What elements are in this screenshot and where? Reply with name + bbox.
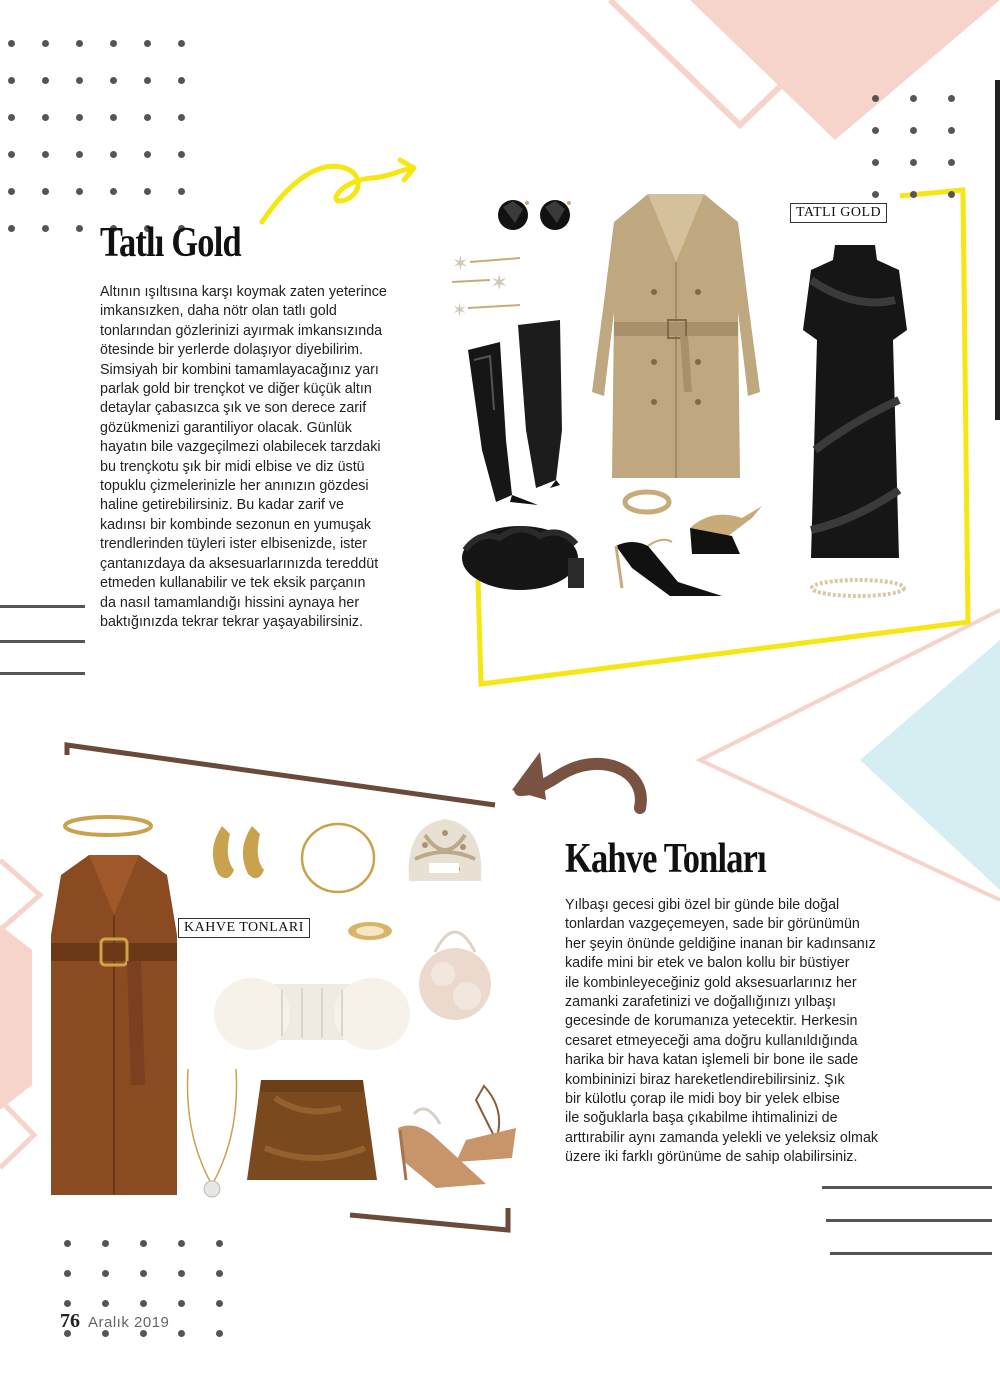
decor-dot (178, 1330, 185, 1337)
feather-pouch-bag (415, 912, 495, 1022)
body-text-line: hayatın bile vazgeçilmezi olabilecek tarzdaki (100, 439, 381, 456)
decor-dot (872, 95, 879, 102)
decor-dot (910, 159, 917, 166)
body-text-line: gecesinde de korumanıza yetecektir. Herkesin (565, 1013, 858, 1030)
divider-line (830, 1252, 992, 1255)
decor-dot (948, 159, 955, 166)
decor-dot (178, 188, 185, 195)
decor-dot (910, 127, 917, 134)
decor-dot (140, 1240, 147, 1247)
page-number: 76 (60, 1310, 80, 1332)
leather-vest-dress (45, 855, 183, 1200)
decor-dot (216, 1270, 223, 1277)
decor-dot (872, 159, 879, 166)
black-lace-dress (795, 240, 915, 570)
body-text-line: tonlarından gözlerinizi ayırmak imkansızında (100, 322, 383, 339)
decor-dot (102, 1300, 109, 1307)
decor-dot (64, 1270, 71, 1277)
decor-dot (140, 1300, 147, 1307)
label-tatli-gold: TATLI GOLD (790, 203, 887, 223)
body-text-line: gözükmenizi garantiliyor olacak. Günlük (100, 419, 352, 436)
decor-dot (8, 77, 15, 84)
blue-triangle (860, 640, 1000, 890)
decor-dot (110, 114, 117, 121)
decor-dot (216, 1330, 223, 1337)
svg-text:✶: ✶ (452, 300, 468, 321)
label-kahve-tonlari: KAHVE TONLARI (178, 918, 310, 938)
pink-chevron-left-2 (0, 1100, 34, 1168)
body-text-line: tonlardan vazgeçemeyen, sade bir görünümün (565, 916, 860, 933)
decor-dot (8, 225, 15, 232)
black-knee-boots (460, 320, 570, 510)
decor-dot (42, 77, 49, 84)
dot-grid-top-right (872, 95, 986, 198)
body-text-line: bu trençkotu şık bir midi elbise ve diz üstü (100, 458, 365, 475)
svg-text:✶: ✶ (490, 271, 509, 296)
body-text-line: Simsiyah bir kombini tamamlayacağınız yarı (100, 361, 379, 378)
pink-shape-left (0, 925, 32, 1110)
body-text-line: ile soğuklarla başa çıkabilme ihtimalinizi de (565, 1110, 838, 1127)
decor-dot (76, 77, 83, 84)
body-text-line: Altının ışıltısına karşı koymak zaten yeterince (100, 284, 387, 300)
decor-dot (178, 1270, 185, 1277)
body-text-line: Yılbaşı gecesi gibi özel bir günde bile doğal (565, 897, 840, 913)
body-text-line: arttırabilir aynı zamanda yelekli ve yeleksiz olmak (565, 1129, 879, 1146)
decor-dot (8, 151, 15, 158)
decor-dot (76, 151, 83, 158)
body-text-line: kadife mini bir etek ve balon kollu bir büstiyer (565, 955, 850, 972)
decor-dot (948, 127, 955, 134)
body-text-line: harika bir hava katan işlemeli bir bone ile sade (565, 1052, 859, 1069)
decor-dot (144, 188, 151, 195)
divider-line (0, 640, 85, 643)
decor-dot (910, 95, 917, 102)
decor-dot (102, 1270, 109, 1277)
gold-bangle (62, 812, 154, 840)
body-text-line: her şeyin önünde geldiğine inanan bir kadınsanız (565, 935, 876, 952)
gold-choker (298, 820, 382, 896)
decor-dot (76, 188, 83, 195)
divider-line (0, 605, 85, 608)
decor-dot (76, 114, 83, 121)
decor-dot (144, 77, 151, 84)
gold-trench-coat (588, 192, 764, 482)
decor-dot (948, 191, 955, 198)
svg-text:✶: ✶ (452, 251, 469, 275)
decor-dot (216, 1300, 223, 1307)
decor-dot (64, 1240, 71, 1247)
decor-dot (42, 40, 49, 47)
decor-dot (948, 95, 955, 102)
decor-dot (102, 1330, 109, 1337)
decor-dot (140, 1270, 147, 1277)
decor-dot (42, 225, 49, 232)
body-text-line: trendlerinden tüyleri ister elbisenizde, ister (100, 536, 368, 553)
body-text-line: ötesinde bir yerlerde dolaşıyor diyebilirim. (100, 342, 364, 359)
body-text-line: etmeden kullanabilir ve tek eksik parçanın (100, 575, 366, 592)
body-text-line: cesaret etmeyeceği ama doğru kullanıldığında (565, 1032, 858, 1049)
body-text-line: imkansızken, daha nötr olan tatlı gold (100, 303, 337, 320)
decor-dot (216, 1240, 223, 1247)
decor-dot (872, 191, 879, 198)
brown-frame-bottom (350, 1208, 508, 1230)
body-text-line: zamanki zarafetinizi ve doğallığınızı yılbaşı (565, 994, 836, 1011)
decor-dot (110, 151, 117, 158)
black-feather-bag (460, 520, 590, 595)
divider-line (0, 672, 85, 675)
decor-dot (110, 77, 117, 84)
decor-dot (76, 40, 83, 47)
black-stud-earrings (495, 195, 575, 235)
decor-dot (42, 114, 49, 121)
decor-dot (42, 151, 49, 158)
body-text-line: parlak gold bir trençkot ve diğer küçük altın (100, 381, 372, 398)
body-text-line: detaylar çabasızca şık ve son derece zarif (100, 400, 367, 417)
section-title-kahve-tonlari: Kahve Tonları (565, 836, 766, 882)
velvet-mini-skirt (245, 1078, 380, 1183)
decor-dot (178, 1240, 185, 1247)
decor-dot (178, 40, 185, 47)
decor-dot (42, 188, 49, 195)
decor-dot (110, 188, 117, 195)
divider-line (822, 1186, 992, 1189)
section-body-tatli-gold (100, 283, 440, 632)
divider-line (826, 1219, 992, 1222)
decor-dot (144, 40, 151, 47)
brown-frame-top (67, 745, 495, 805)
star-hair-pins (450, 250, 530, 325)
edge-bar (995, 80, 1000, 420)
decor-dot (872, 127, 879, 134)
black-slingback-heels (612, 498, 772, 598)
body-text-line: üzere iki farklı görünüme de sahip olabilirsiniz. (565, 1149, 858, 1166)
decor-dot (64, 1300, 71, 1307)
body-text-line: haline getirebilirsiniz. Bu kadar zarif ve (100, 497, 344, 514)
section-body-kahve-tonlari (565, 896, 925, 1168)
body-text-line: kadınsı bir kombinde sezonun en yumuşak (100, 516, 371, 533)
decor-dot (8, 188, 15, 195)
decor-dot (8, 40, 15, 47)
decor-dot (110, 40, 117, 47)
body-text-line: çantanızdaya da aksesuarlarınızda tereddüt (100, 555, 379, 572)
cream-puff-sleeve-top (212, 970, 412, 1058)
decor-dot (178, 1300, 185, 1307)
section-title-tatli-gold: Tatlı Gold (100, 220, 241, 266)
body-text-line: baktığınızda tekrar tekrar yaşayabilirsiniz. (100, 613, 364, 630)
decor-dot (178, 77, 185, 84)
pink-chevron-left (0, 860, 40, 930)
pendant-necklace (180, 1065, 250, 1205)
yellow-arrow (262, 160, 414, 222)
gold-hoop-earrings (204, 820, 274, 886)
decor-dot (178, 114, 185, 121)
diamond-bracelet (808, 575, 908, 601)
decor-dot (178, 151, 185, 158)
embellished-turban (405, 815, 485, 887)
body-text-line: ile kombinleyeceğiniz gold aksesuarlarınız her (565, 974, 857, 991)
body-text-line: da nasıl tamamlandığı hissini aynaya her (100, 594, 360, 611)
decor-dot (8, 114, 15, 121)
decor-dot (910, 191, 917, 198)
body-text-line: kombininizi biraz hareketlendirebilirsiniz. Şık (565, 1071, 845, 1088)
decor-dot (102, 1240, 109, 1247)
dot-grid-top-left (8, 40, 212, 232)
decor-dot (144, 151, 151, 158)
issue-date: Aralık 2019 (88, 1314, 170, 1331)
body-text-line: bir külotlu çorap ile midi boy bir yelek elbise (565, 1091, 840, 1108)
body-text-line: topuklu çizmelerinizle her anınızın gözdesi (100, 478, 369, 495)
decor-dot (76, 225, 83, 232)
gold-ring (345, 918, 395, 944)
decor-dot (144, 114, 151, 121)
decor-dot (140, 1330, 147, 1337)
tan-strappy-heels (396, 1080, 521, 1195)
